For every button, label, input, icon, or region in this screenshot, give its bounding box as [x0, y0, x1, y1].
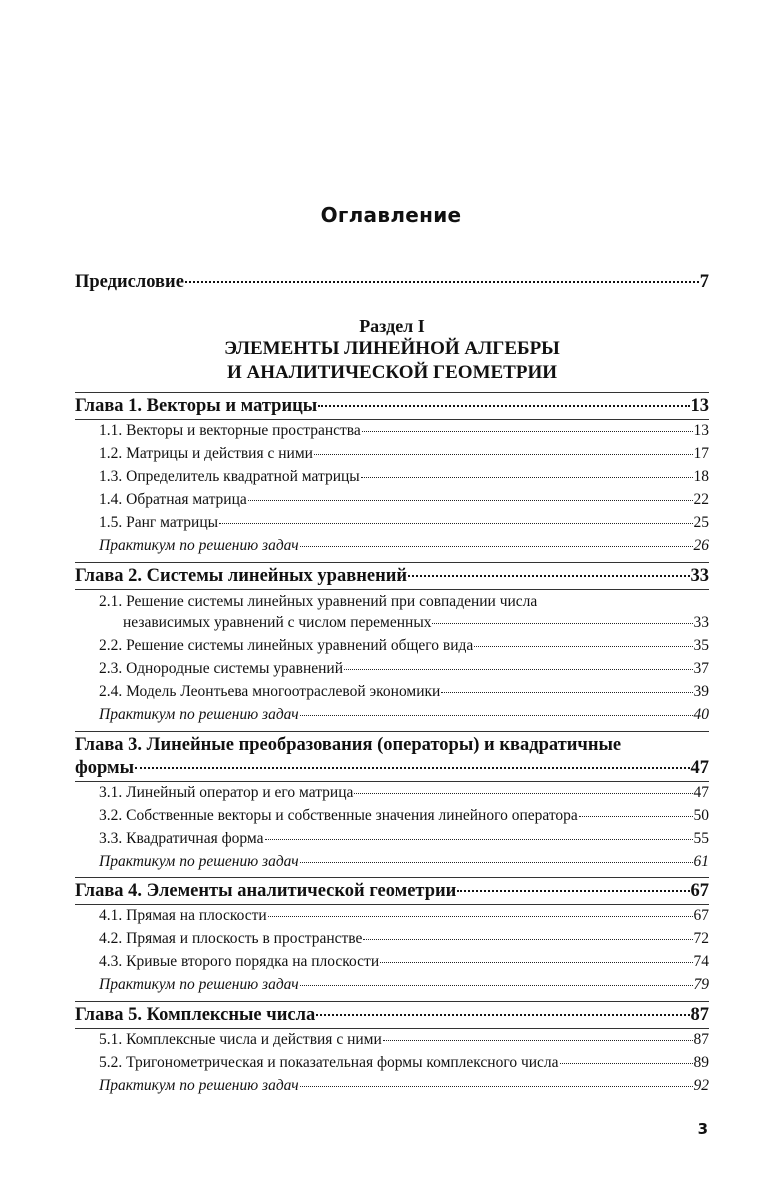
dot-leader: [300, 861, 693, 863]
toc-item-5-2[interactable]: [99, 1054, 709, 1072]
item-page: 25: [693, 514, 709, 531]
dot-leader: [265, 838, 693, 840]
item-page: 50: [693, 807, 709, 824]
toc-item-1-3[interactable]: [99, 468, 709, 486]
toc-item-3-1[interactable]: [99, 784, 709, 802]
toc-chapter-1[interactable]: [75, 396, 709, 417]
page-title: Оглавление: [320, 203, 462, 227]
item-page: 39: [693, 683, 709, 700]
toc-item-3-2[interactable]: [99, 807, 709, 825]
item-page: 72: [693, 930, 709, 947]
toc-entry-page: 7: [699, 272, 709, 292]
chapter-page: 67: [690, 881, 709, 901]
dot-leader: [314, 453, 693, 455]
section-name-line1: ЭЛЕМЕНТЫ ЛИНЕЙНОЙ АЛГЕБРЫ: [224, 338, 560, 359]
item-text: 1.2. Матрицы и действия с ними: [99, 445, 313, 462]
toc-item-3-practicum[interactable]: [99, 853, 709, 871]
item-page: 33: [693, 614, 709, 631]
dot-leader: [380, 961, 692, 963]
chapter-title: Глава 5. Комплексные числа: [75, 1005, 316, 1025]
item-text: 3.3. Квадратичная форма: [99, 830, 264, 847]
chapter-title: формы: [75, 758, 135, 778]
dot-leader: [300, 1085, 693, 1087]
item-page: 35: [693, 637, 709, 654]
toc-item-1-4[interactable]: [99, 491, 709, 509]
chapter-title: Глава 2. Системы линейных уравнений: [75, 566, 408, 586]
item-text: Практикум по решению задач: [99, 1077, 299, 1094]
dot-leader: [300, 714, 693, 716]
dot-leader: [432, 622, 692, 624]
toc-item-4-1[interactable]: [99, 907, 709, 925]
chapter-underline: [75, 419, 709, 420]
chapter-underline: [75, 589, 709, 590]
dot-leader: [361, 476, 693, 478]
dot-leader: [219, 522, 692, 524]
dot-leader: [362, 430, 693, 432]
toc-item-1-5[interactable]: [99, 514, 709, 532]
dot-leader: [560, 1062, 693, 1064]
chapter-page: 13: [690, 396, 709, 416]
section-heading: [75, 316, 709, 385]
dot-leader: [268, 915, 693, 917]
chapter-divider: [75, 562, 709, 563]
item-text: 1.1. Векторы и векторные пространства: [99, 422, 361, 439]
item-page: 79: [693, 976, 709, 993]
item-text: 4.3. Кривые второго порядка на плоскости: [99, 953, 380, 970]
toc-item-1-practicum[interactable]: [99, 537, 709, 555]
item-text: Практикум по решению задач: [99, 853, 299, 870]
toc-chapter-3[interactable]: [75, 758, 709, 779]
chapter-divider: [75, 1001, 709, 1002]
chapter-page: 33: [690, 566, 709, 586]
chapter-title: Глава 4. Элементы аналитической геометрии: [75, 881, 457, 901]
item-page: 61: [693, 853, 709, 870]
toc-item-2-2[interactable]: [99, 637, 709, 655]
toc-item-2-1-line1[interactable]: 2.1. Решение системы линейных уравнений при совпадении числа: [99, 593, 538, 610]
item-text: 5.2. Тригонометрическая и показательная формы комплексного числа: [99, 1054, 559, 1071]
toc-entry-preface[interactable]: [75, 272, 709, 293]
toc-item-4-3[interactable]: [99, 953, 709, 971]
dot-leader: [248, 499, 693, 501]
item-text: Практикум по решению задач: [99, 976, 299, 993]
toc-item-2-3[interactable]: [99, 660, 709, 678]
dot-leader: [185, 280, 699, 283]
dot-leader: [383, 1039, 693, 1041]
item-text: Практикум по решению задач: [99, 706, 299, 723]
toc-item-2-practicum[interactable]: [99, 706, 709, 724]
item-page: 18: [693, 468, 709, 485]
toc-item-1-2[interactable]: [99, 445, 709, 463]
chapter-divider: [75, 731, 709, 732]
item-text: 2.4. Модель Леонтьева многоотраслевой экономики: [99, 683, 441, 700]
toc-item-5-1[interactable]: [99, 1031, 709, 1049]
dot-leader: [354, 792, 692, 794]
item-text: Практикум по решению задач: [99, 537, 299, 554]
item-page: 26: [693, 537, 709, 554]
page-number: 3: [697, 1120, 708, 1138]
chapter-page: 87: [690, 1005, 709, 1025]
item-text: 1.3. Определитель квадратной матрицы: [99, 468, 360, 485]
chapter-title: Глава 1. Векторы и матрицы: [75, 396, 318, 416]
toc-chapter-5[interactable]: [75, 1005, 709, 1026]
dot-leader: [457, 889, 689, 892]
item-page: 55: [693, 830, 709, 847]
chapter-underline: [75, 904, 709, 905]
item-page: 37: [693, 660, 709, 677]
dot-leader: [316, 1013, 689, 1016]
toc-chapter-3-line1[interactable]: Глава 3. Линейные преобразования (операторы) и квадратичные: [75, 735, 622, 755]
chapter-divider: [75, 392, 709, 393]
item-page: 13: [693, 422, 709, 439]
item-text: 1.4. Обратная матрица: [99, 491, 247, 508]
chapter-page: 47: [690, 758, 709, 778]
item-page: 47: [693, 784, 709, 801]
item-page: 74: [693, 953, 709, 970]
item-page: 92: [693, 1077, 709, 1094]
toc-chapter-2[interactable]: [75, 566, 709, 587]
item-text: 5.1. Комплексные числа и действия с ними: [99, 1031, 382, 1048]
item-text: 1.5. Ранг матрицы: [99, 514, 219, 531]
toc-item-1-1[interactable]: [99, 422, 709, 440]
dot-leader: [474, 645, 692, 647]
section-name-line2: И АНАЛИТИЧЕСКОЙ ГЕОМЕТРИИ: [226, 362, 558, 383]
item-page: 89: [693, 1054, 709, 1071]
item-text: 2.3. Однородные системы уравнений: [99, 660, 344, 677]
toc-item-2-4[interactable]: [99, 683, 709, 701]
item-page: 67: [693, 907, 709, 924]
dot-leader: [300, 984, 693, 986]
item-text: 3.2. Собственные векторы и собственные значения линейного оператора: [99, 807, 578, 824]
dot-leader: [363, 938, 692, 940]
item-text: 4.1. Прямая на плоскости: [99, 907, 267, 924]
dot-leader: [135, 766, 689, 769]
item-page: 22: [693, 491, 709, 508]
item-text: независимых уравнений с числом переменных: [123, 614, 432, 631]
dot-leader: [344, 668, 692, 670]
toc-entry-text: Предисловие: [75, 272, 184, 292]
toc-item-5-practicum[interactable]: [99, 1077, 709, 1095]
dot-leader: [579, 815, 693, 817]
toc-item-2-1[interactable]: [99, 614, 709, 632]
item-page: 87: [693, 1031, 709, 1048]
item-text: 4.2. Прямая и плоскость в пространстве: [99, 930, 363, 947]
item-text: 2.2. Решение системы линейных уравнений общего вида: [99, 637, 474, 654]
dot-leader: [318, 404, 689, 407]
dot-leader: [300, 545, 693, 547]
toc-item-3-3[interactable]: [99, 830, 709, 848]
item-text: 3.1. Линейный оператор и его матрица: [99, 784, 354, 801]
item-page: 17: [693, 445, 709, 462]
dot-leader: [441, 691, 692, 693]
chapter-underline: [75, 1028, 709, 1029]
dot-leader: [408, 574, 689, 577]
section-label: Раздел I: [359, 316, 425, 336]
toc-item-4-practicum[interactable]: [99, 976, 709, 994]
toc-chapter-4[interactable]: [75, 881, 709, 902]
toc-item-4-2[interactable]: [99, 930, 709, 948]
chapter-divider: [75, 877, 709, 878]
chapter-underline: [75, 781, 709, 782]
item-page: 40: [693, 706, 709, 723]
